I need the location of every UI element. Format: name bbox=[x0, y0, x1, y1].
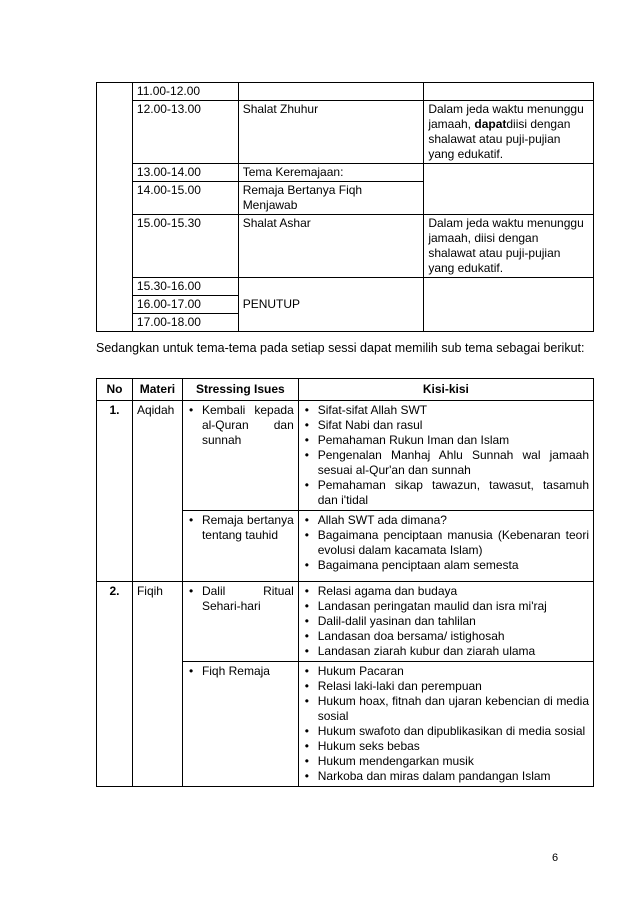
closing-cell: PENUTUP bbox=[238, 278, 424, 332]
list-item: • Bagaimana penciptaan manusia (Kebenaran teori evolusi dalam kacamata Islam) bbox=[303, 528, 589, 558]
table-row bbox=[97, 401, 594, 511]
table-row bbox=[97, 215, 594, 278]
issue-item: • Dalil Ritual Sehari-hari bbox=[187, 584, 294, 614]
row-number: 1. bbox=[97, 401, 133, 582]
note-cell bbox=[424, 164, 594, 215]
table-row bbox=[97, 164, 594, 182]
page-number: 6 bbox=[552, 852, 559, 864]
note-cell bbox=[424, 83, 594, 101]
list-item: • Sifat Nabi dan rasul bbox=[303, 418, 589, 433]
themes-table bbox=[96, 378, 594, 787]
indent-cell bbox=[97, 83, 133, 332]
list-item: • Hukum Pacaran bbox=[303, 664, 589, 679]
time-cell: 14.00-15.00 bbox=[132, 182, 238, 215]
points-cell bbox=[298, 401, 593, 511]
list-item: • Bagaimana penciptaan alam semesta bbox=[303, 558, 589, 573]
list-item: • Landasan peringatan maulid dan isra mi'raj bbox=[303, 599, 589, 614]
header-row bbox=[97, 379, 594, 401]
issue-cell bbox=[182, 511, 298, 582]
list-item: • Pemahaman Rukun Iman dan Islam bbox=[303, 433, 589, 448]
list-item: • Hukum hoax, fitnah dan ujaran kebencian di media sosial bbox=[303, 694, 589, 724]
time-cell: 11.00-12.00 bbox=[132, 83, 238, 101]
points-cell bbox=[298, 662, 593, 787]
schedule-table bbox=[96, 82, 594, 332]
list-item: • Landasan ziarah kubur dan ziarah ulama bbox=[303, 644, 589, 659]
points-cell bbox=[298, 511, 593, 582]
issue-item: • Fiqh Remaja bbox=[187, 664, 294, 679]
time-cell: 16.00-17.00 bbox=[132, 296, 238, 314]
time-cell: 15.00-15.30 bbox=[132, 215, 238, 278]
activity-cell: Shalat Zhuhur bbox=[238, 101, 424, 164]
row-number: 2. bbox=[97, 582, 133, 787]
header-materi: Materi bbox=[132, 379, 182, 401]
list-item: • Sifat-sifat Allah SWT bbox=[303, 403, 589, 418]
note-cell bbox=[424, 278, 594, 332]
note-text: diisi dengan shalawat atau puji-pujian yang edukatif. bbox=[428, 117, 571, 161]
issue-cell bbox=[182, 662, 298, 787]
note-text: Dalam jeda waktu menunggu jamaah, bbox=[428, 102, 584, 131]
header-kisi: Kisi-kisi bbox=[298, 379, 593, 401]
materi-cell: Fiqih bbox=[132, 582, 182, 787]
header-stressing: Stressing Isues bbox=[182, 379, 298, 401]
list-item: • Narkoba dan miras dalam pandangan Islam bbox=[303, 769, 589, 784]
list-item: • Relasi agama dan budaya bbox=[303, 584, 589, 599]
activity-cell: Remaja Bertanya Fiqh Menjawab bbox=[238, 182, 424, 215]
note-cell: Dalam jeda waktu menunggu jamaah, diisi dengan shalawat atau puji-pujian yang edukatif. bbox=[424, 215, 594, 278]
list-item: • Relasi laki-laki dan perempuan bbox=[303, 679, 589, 694]
table-row bbox=[97, 101, 594, 164]
table-row bbox=[97, 278, 594, 296]
issue-cell bbox=[182, 582, 298, 662]
activity-cell: Shalat Ashar bbox=[238, 215, 424, 278]
issue-item: • Remaja bertanya tentang tauhid bbox=[187, 513, 294, 543]
list-item: • Dalil-dalil yasinan dan tahlilan bbox=[303, 614, 589, 629]
list-item: • Allah SWT ada dimana? bbox=[303, 513, 589, 528]
time-cell: 15.30-16.00 bbox=[132, 278, 238, 296]
activity-cell bbox=[238, 83, 424, 101]
activity-cell: Tema Keremajaan: bbox=[238, 164, 424, 182]
time-cell: 12.00-13.00 bbox=[132, 101, 238, 164]
time-cell: 17.00-18.00 bbox=[132, 314, 238, 332]
list-item: • Landasan doa bersama/ istighosah bbox=[303, 629, 589, 644]
list-item: • Hukum seks bebas bbox=[303, 739, 589, 754]
list-item: • Pemahaman sikap tawazun, tawasut, tasamuh dan i'tidal bbox=[303, 478, 589, 508]
intro-paragraph: Sedangkan untuk tema-tema pada setiap sessi dapat memilih sub tema sebagai berikut: bbox=[96, 341, 585, 355]
materi-cell: Aqidah bbox=[132, 401, 182, 582]
points-cell bbox=[298, 582, 593, 662]
header-no: No bbox=[97, 379, 133, 401]
time-cell: 13.00-14.00 bbox=[132, 164, 238, 182]
table-row bbox=[97, 83, 594, 101]
note-cell bbox=[424, 101, 594, 164]
list-item: • Hukum mendengarkan musik bbox=[303, 754, 589, 769]
list-item: • Pengenalan Manhaj Ahlu Sunnah wal jamaah sesuai al-Qur'an dan sunnah bbox=[303, 448, 589, 478]
table-row bbox=[97, 582, 594, 662]
list-item: • Hukum swafoto dan dipublikasikan di media sosial bbox=[303, 724, 589, 739]
issue-item: • Kembali kepada al-Quran dan sunnah bbox=[187, 403, 294, 448]
issue-cell bbox=[182, 401, 298, 511]
note-bold-text: dapat bbox=[474, 117, 507, 131]
